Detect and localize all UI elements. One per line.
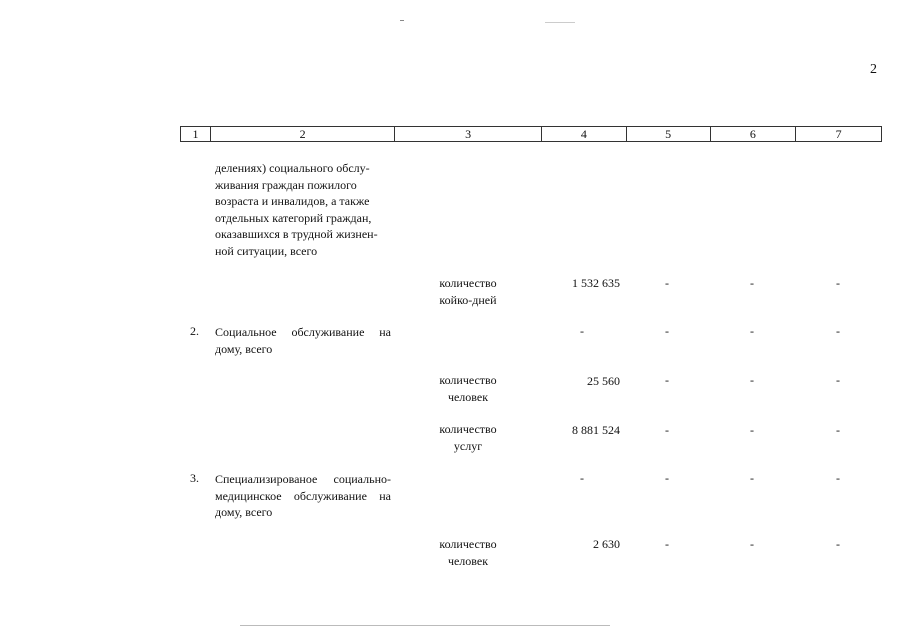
- desc-line: оказавшихся в трудной жизнен-: [215, 227, 378, 241]
- desc-line: делениях) социального обслу-: [215, 161, 370, 175]
- value-col4: 8 881 524: [572, 423, 620, 437]
- value-col7: -: [836, 373, 840, 387]
- total-col4: -: [580, 471, 584, 485]
- header-col-6: 6: [711, 127, 797, 141]
- item-description: [215, 471, 391, 521]
- value-col4: 1 532 635: [572, 276, 620, 290]
- header-col-5: 5: [627, 127, 711, 141]
- unit-line: количество: [439, 276, 497, 290]
- value-col6: -: [750, 276, 754, 290]
- continuation-description: [215, 160, 391, 259]
- value-col5: -: [665, 276, 669, 290]
- unit-line: койко-дней: [439, 293, 497, 307]
- value-col6: -: [750, 537, 754, 551]
- table-header-row: [180, 126, 882, 142]
- header-col-3: 3: [395, 127, 542, 141]
- unit-line: количество: [439, 373, 497, 387]
- desc-line: дому, всего: [215, 505, 273, 519]
- scan-artifact: [400, 20, 404, 21]
- value-col5: -: [665, 537, 669, 551]
- total-col4: -: [580, 324, 584, 338]
- value-col7: -: [836, 276, 840, 290]
- desc-line: Специализированое социально-: [215, 472, 391, 486]
- desc-line: медицинское обслуживание на: [215, 488, 391, 503]
- total-col6: -: [750, 324, 754, 338]
- scan-artifact: [240, 625, 610, 626]
- total-col5: -: [665, 471, 669, 485]
- desc-line: живания граждан пожилого: [215, 177, 357, 192]
- header-col-2: 2: [211, 127, 395, 141]
- desc-line: дому, всего: [215, 341, 273, 356]
- total-col6: -: [750, 471, 754, 485]
- desc-line: Социальное обслуживание на: [215, 325, 391, 339]
- desc-line: возраста и инвалидов, а также: [215, 194, 370, 208]
- header-col-4: 4: [542, 127, 627, 141]
- total-col7: -: [836, 324, 840, 338]
- header-col-7: 7: [835, 127, 842, 141]
- value-col7: -: [836, 423, 840, 437]
- desc-line: ной ситуации, всего: [215, 243, 318, 258]
- value-col4: 2 630: [593, 537, 620, 551]
- value-col5: -: [665, 423, 669, 437]
- page-number: 2: [870, 62, 877, 77]
- value-col5: -: [665, 373, 669, 387]
- unit-label: [425, 275, 511, 309]
- scan-artifact: [545, 22, 575, 23]
- value-col6: -: [750, 423, 754, 437]
- unit-line: количество: [439, 422, 497, 436]
- item-description: [215, 324, 391, 357]
- unit-label: [425, 372, 511, 406]
- total-col7: -: [836, 471, 840, 485]
- value-col6: -: [750, 373, 754, 387]
- unit-label: [425, 421, 511, 455]
- desc-line: отдельных категорий граждан,: [215, 210, 372, 225]
- unit-label: [425, 536, 511, 570]
- item-number: 3.: [190, 471, 199, 485]
- header-col-1: 1: [181, 127, 211, 141]
- item-number: 2.: [190, 324, 199, 338]
- unit-line: услуг: [453, 439, 483, 453]
- unit-line: человек: [447, 390, 489, 404]
- value-col4: 25 560: [587, 374, 620, 388]
- unit-line: количество: [439, 537, 497, 551]
- unit-line: человек: [447, 554, 489, 568]
- value-col7: -: [836, 537, 840, 551]
- total-col5: -: [665, 324, 669, 338]
